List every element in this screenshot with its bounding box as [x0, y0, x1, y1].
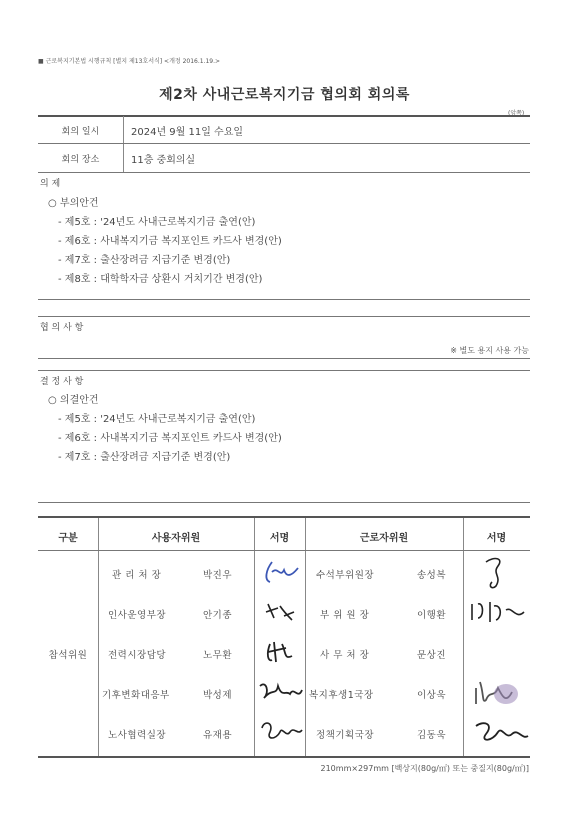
- employer-name: 안기종: [203, 610, 233, 621]
- signature-image: [262, 636, 300, 666]
- meeting-row-rule: [38, 143, 530, 144]
- employer-title: 인사운영부장: [108, 610, 167, 621]
- employer-title: 전력시장담당: [108, 650, 167, 661]
- attendee-category: 참석위원: [48, 650, 88, 661]
- rule: [38, 299, 530, 300]
- attendees-bottom-rule: [38, 756, 530, 758]
- signature-image: [470, 716, 530, 750]
- paper-spec-footer: 210mm×297mm [백상지(80g/㎡) 또는 중질지(80g/㎡)]: [320, 764, 529, 773]
- signature-image: [258, 716, 304, 746]
- meeting-bottom-rule: [38, 172, 530, 173]
- meeting-date-label: 회의 일시: [61, 127, 100, 137]
- meeting-place-value: 11층 중회의실: [131, 155, 196, 166]
- employer-name: 박진우: [203, 570, 233, 581]
- decision-subheading: ○ 의결안건: [48, 395, 99, 406]
- employer-title: 관 리 처 장: [112, 570, 162, 581]
- employer-name: 박성제: [203, 690, 233, 701]
- page-side-note: (앞쪽): [508, 110, 525, 117]
- signature-image: [468, 596, 528, 626]
- signature-image: [262, 598, 300, 626]
- top-rule: [38, 115, 530, 117]
- col-divider: [305, 518, 306, 756]
- decision-item: - 제6호 : 사내복지기금 복지포인트 카드사 변경(안): [58, 433, 282, 444]
- worker-name: 김동욱: [417, 730, 447, 741]
- agenda-subheading: ○ 부의안건: [48, 198, 99, 209]
- agenda-item: - 제8호 : 대학학자금 상환시 거치기간 변경(안): [58, 274, 263, 285]
- agenda-item: - 제7호 : 출산장려금 지급기준 변경(안): [58, 255, 231, 266]
- meeting-place-label: 회의 장소: [61, 155, 100, 165]
- decision-item: - 제7호 : 출산장려금 지급기준 변경(안): [58, 452, 231, 463]
- worker-title: 사 무 처 장: [320, 650, 370, 661]
- rule: [38, 358, 530, 359]
- document-title: 제2차 사내근로복지기금 협의회 회의록: [159, 87, 410, 103]
- worker-title: 수석부위원장: [316, 570, 375, 581]
- employer-name: 유재용: [203, 730, 233, 741]
- col-divider: [98, 518, 99, 756]
- worker-name: 이행환: [417, 610, 447, 621]
- signature-image: [478, 552, 518, 592]
- header-sign-2: 서명: [486, 533, 507, 544]
- agenda-heading: 의 제: [40, 179, 61, 189]
- col-divider: [463, 518, 464, 756]
- header-category: 구분: [58, 533, 78, 544]
- header-employer: 사용자위원: [151, 533, 201, 544]
- worker-name: 문상진: [417, 650, 447, 661]
- col-divider: [254, 518, 255, 756]
- worker-name: 송성복: [417, 570, 447, 581]
- signature-image: [258, 556, 302, 588]
- rule: [38, 502, 530, 503]
- rule: [38, 316, 530, 317]
- signature-image: [470, 676, 526, 710]
- decision-heading: 결 정 사 항: [40, 377, 84, 387]
- header-worker: 근로자위원: [359, 533, 409, 544]
- header-rule: [38, 550, 530, 551]
- regulation-note: ■ 근로복지기본법 시행규칙 [별지 제13호서식] <개정 2016.1.19.>: [38, 58, 221, 65]
- rule: [38, 370, 530, 371]
- decision-item: - 제5호 : '24년도 사내근로복지기금 출연(안): [58, 414, 256, 425]
- agenda-item: - 제5호 : '24년도 사내근로복지기금 출연(안): [58, 217, 256, 228]
- employer-title: 노사협력실장: [108, 730, 167, 741]
- worker-title: 복지후생1국장: [309, 690, 374, 701]
- meeting-date-value: 2024년 9월 11일 수요일: [131, 127, 244, 138]
- attendees-top-rule: [38, 516, 530, 518]
- agenda-item: - 제6호 : 사내복지기금 복지포인트 카드사 변경(안): [58, 236, 282, 247]
- signature-image: [256, 676, 304, 706]
- worker-title: 부 위 원 장: [320, 610, 370, 621]
- employer-name: 노무환: [203, 650, 233, 661]
- employer-title: 기후변화대응부: [102, 690, 170, 701]
- header-sign-1: 서명: [269, 533, 290, 544]
- discussion-heading: 협 의 사 항: [40, 323, 84, 333]
- worker-name: 이상욱: [417, 690, 447, 701]
- discussion-note: ※ 별도 용지 사용 가능: [450, 346, 529, 355]
- worker-title: 정책기획국장: [316, 730, 375, 741]
- meeting-divider: [123, 116, 124, 172]
